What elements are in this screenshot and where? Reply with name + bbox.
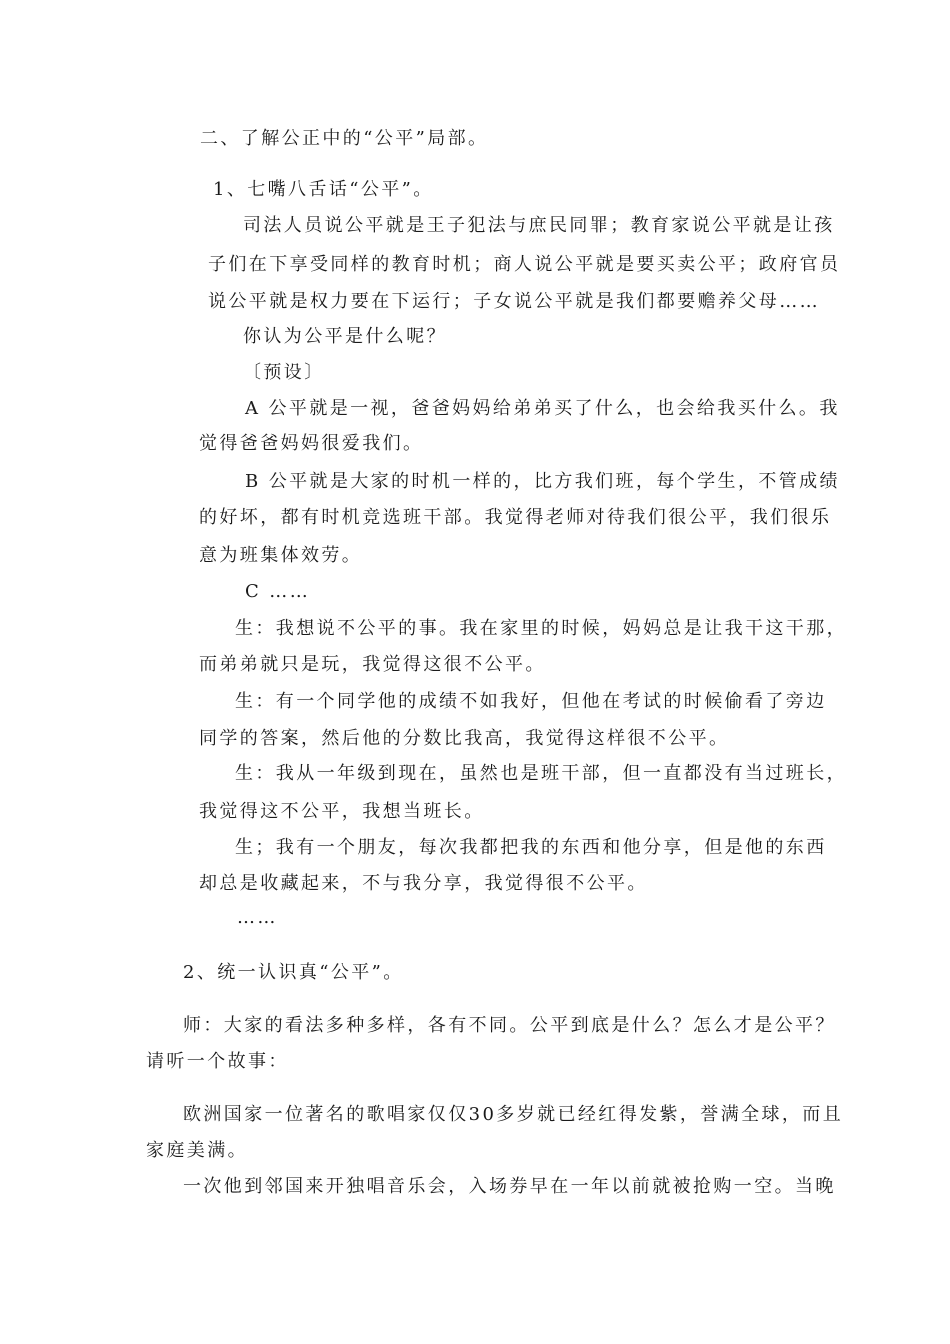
- ellipsis-line: ……: [237, 907, 278, 928]
- student-line: 同学的答案，然后他的分数比我高，我觉得这样很不公平。: [199, 728, 730, 749]
- item2-heading: 2、统一认识真“公平”。: [183, 962, 404, 983]
- preset-label: 〔预设〕: [243, 362, 325, 383]
- story-line: 欧洲国家一位著名的歌唱家仅仅30多岁就已经红得发紫，誉满全球，而且: [183, 1104, 844, 1125]
- preset-a-line: 觉得爸爸妈妈很爱我们。: [199, 433, 424, 454]
- story-line: 家庭美满。: [146, 1140, 248, 1161]
- preset-b-line: 的好坏，都有时机竞选班干部。我觉得老师对待我们很公平，我们很乐: [199, 507, 832, 528]
- intro-line: 子们在下享受同样的教育时机；商人说公平就是要买卖公平；政府官员: [208, 254, 841, 275]
- preset-c-line: C ……: [245, 581, 311, 602]
- question-line: 你认为公平是什么呢？: [243, 326, 447, 347]
- intro-line: 司法人员说公平就是王子犯法与庶民同罪；教育家说公平就是让孩: [243, 215, 835, 236]
- section-heading: 二、了解公正中的“公平”局部。: [200, 128, 489, 149]
- item1-heading: 1、七嘴八舌话“公平”。: [213, 179, 434, 200]
- intro-line: 说公平就是权力要在下运行；子女说公平就是我们都要赡养父母……: [208, 291, 820, 312]
- teacher-line: 请听一个故事：: [146, 1051, 289, 1072]
- student-line: 生：有一个同学他的成绩不如我好，但他在考试的时候偷看了旁边: [235, 691, 827, 712]
- student-line: 生；我有一个朋友，每次我都把我的东西和他分享，但是他的东西: [235, 837, 827, 858]
- preset-b-line: B 公平就是大家的时机一样的，比方我们班，每个学生，不管成绩: [245, 471, 840, 492]
- teacher-line: 师：大家的看法多种多样，各有不同。公平到底是什么？怎么才是公平？: [183, 1015, 836, 1036]
- student-line: 却总是收藏起来，不与我分享，我觉得很不公平。: [199, 873, 648, 894]
- student-line: 我觉得这不公平，我想当班长。: [199, 801, 485, 822]
- preset-a-line: A 公平就是一视，爸爸妈妈给弟弟买了什么，也会给我买什么。我: [245, 398, 840, 419]
- preset-b-line: 意为班集体效劳。: [199, 545, 363, 566]
- student-line: 生：我从一年级到现在，虽然也是班干部，但一直都没有当过班长，: [235, 763, 847, 784]
- student-line: 生：我想说不公平的事。我在家里的时候，妈妈总是让我干这干那，: [235, 618, 847, 639]
- student-line: 而弟弟就只是玩，我觉得这很不公平。: [199, 654, 546, 675]
- story-line: 一次他到邻国来开独唱音乐会，入场券早在一年以前就被抢购一空。当晚: [183, 1176, 836, 1197]
